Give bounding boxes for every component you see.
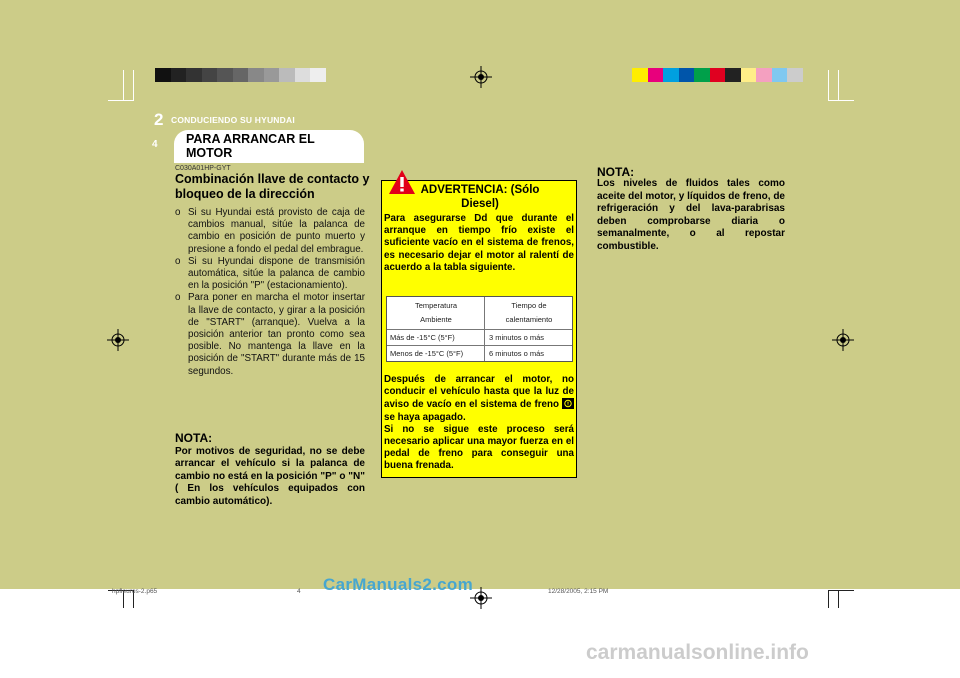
- note-label: NOTA:: [175, 431, 213, 445]
- table-cell: Más de -15°C (5°F): [390, 333, 455, 342]
- list-item-text: Para poner en marcha el motor insertar la llave de contacto, y girar a la posición de "START" (arranque). Vuelva a la posición anterior tan pronto como sea posible. No mantenga la llave en la posición de "START" durante más de 15 segundos.: [188, 292, 365, 377]
- content-heading: Combinación llave de contacto y bloqueo de la dirección: [175, 172, 370, 201]
- warning-text: Si no se sigue este proceso será necesario aplicar una mayor fuerza en el pedal de freno para conseguir una buena frenada.: [384, 423, 574, 472]
- note-text: Por motivos de seguridad, no se debe arrancar el vehículo si la palanca de cambio no está en la posición "P" o "N" ( En los vehículos equipados con cambio automático).: [175, 446, 365, 507]
- table-cell: 3 minutos o más: [489, 333, 545, 342]
- color-calibration-bar: [632, 68, 803, 82]
- warning-text: Después de arrancar el motor, no conducir el vehículo hasta que la luz de aviso de vacío en el sistema de freno: [384, 374, 574, 411]
- table-divider: [387, 329, 572, 330]
- warning-title: ADVERTENCIA: (Sólo Diesel): [420, 184, 540, 210]
- registration-mark-icon: [470, 66, 492, 88]
- crop-mark: [133, 70, 134, 100]
- crop-mark: [838, 590, 839, 608]
- crop-mark: [828, 70, 829, 100]
- registration-mark-icon: [107, 329, 129, 351]
- list-item-text: Si su Hyundai está provisto de caja de cambios manual, sitúe la palanca de cambio en posición de punto muerto y presione a fondo el pedal del embrague.: [188, 207, 365, 255]
- registration-mark-icon: [832, 329, 854, 351]
- table-divider: [387, 345, 572, 346]
- list-item: [175, 292, 365, 377]
- footer-page: 4: [297, 588, 301, 595]
- warning-text: se haya apagado.: [384, 411, 466, 423]
- bullet-marker: o: [175, 207, 181, 218]
- crop-mark: [828, 590, 829, 608]
- reference-code: C030A01HP-GYT: [175, 165, 231, 172]
- crop-mark: [828, 100, 854, 101]
- warmup-table: [386, 296, 573, 362]
- warning-body: Para asegurarse Dd que durante el arranque en tiempo frío existe el suficiente vacío en el sistema de frenos, es necesario dejar el motor al ralentí de acuerdo a la tabla siguiente.: [384, 213, 574, 273]
- bullet-marker: o: [175, 255, 181, 267]
- section-number: 2: [154, 110, 164, 129]
- crop-mark: [838, 70, 839, 100]
- table-cell: 6 minutos o más: [489, 349, 545, 358]
- grayscale-calibration-bar: [155, 68, 326, 82]
- section-title: CONDUCIENDO SU HYUNDAI: [171, 115, 295, 125]
- brake-warning-icon: [562, 398, 574, 409]
- crop-mark: [108, 100, 134, 101]
- warning-body-2: [384, 374, 574, 473]
- watermark-link[interactable]: CarManuals2.com: [323, 575, 473, 594]
- page-number: 4: [152, 139, 158, 150]
- list-item: [175, 256, 365, 293]
- watermark-text: carmanualsonline.info: [586, 641, 809, 664]
- table-cell: Menos de -15°C (5°F): [390, 349, 464, 358]
- exclamation-triangle-icon: [388, 169, 416, 195]
- crop-mark: [828, 590, 854, 591]
- instruction-list: [175, 207, 365, 378]
- footer-file-name: hpfleuros-2.p65: [112, 588, 158, 595]
- registration-mark-icon: [470, 587, 492, 609]
- table-header: Temperatura Ambiente: [414, 301, 458, 324]
- list-item: [175, 207, 365, 256]
- bullet-marker: o: [175, 292, 181, 304]
- note-label: NOTA:: [597, 165, 635, 179]
- tab-title: PARA ARRANCAR EL MOTOR: [186, 132, 315, 160]
- table-header: Tiempo de calentamiento: [505, 301, 553, 324]
- footer-timestamp: 12/28/2005, 2:15 PM: [548, 588, 609, 595]
- crop-mark: [123, 70, 124, 100]
- note-text: Los niveles de fluidos tales como aceite del motor, y líquidos de freno, de refrigeración y del lava-parabrisas deben comprobarse diaria o semanalmente, o al repostar combustible.: [597, 178, 785, 252]
- list-item-text: Si su Hyundai dispone de transmisión automática, sitúe la palanca de cambio en la posición "P" (estacionamiento).: [188, 255, 365, 292]
